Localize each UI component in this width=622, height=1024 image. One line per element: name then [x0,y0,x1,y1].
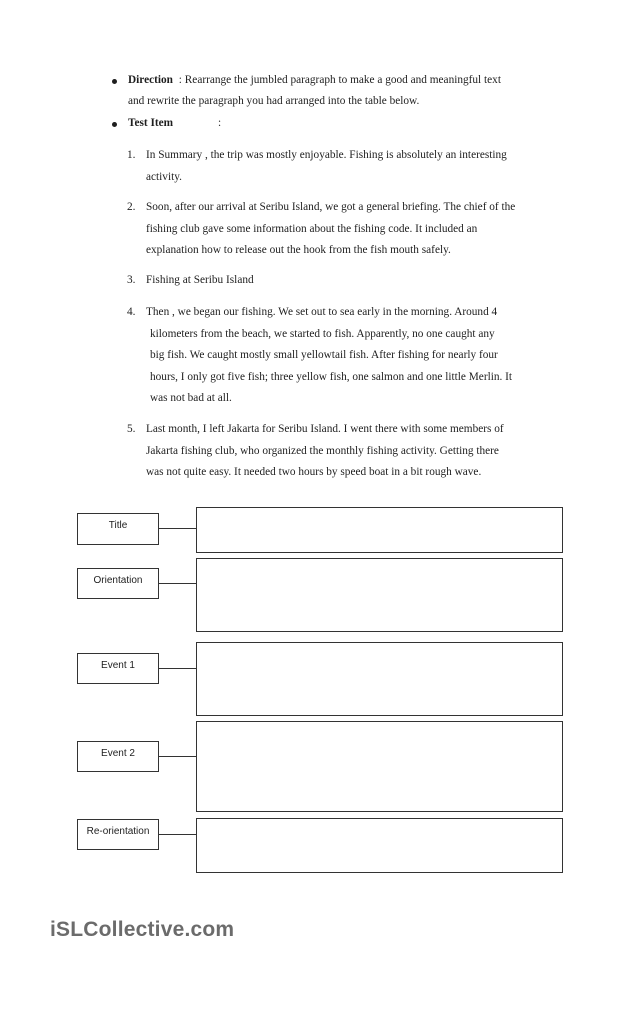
label-orientation [77,568,159,599]
answer-box-title[interactable] [196,507,563,553]
label-event-2 [77,741,159,772]
direction-line2: and rewrite the paragraph you had arranged into the table below. [128,95,420,107]
test-item-label: Test Item [128,117,174,129]
connector-orientation [159,583,197,584]
item-line: big fish. We caught mostly small yellowtail fish. After fishing for nearly four [150,349,498,361]
connector-title [159,528,197,529]
bullet-test-item [112,122,117,127]
label-title-text: Title [108,520,128,531]
label-re-orientation [77,819,159,850]
item-line: Soon, after our arrival at Seribu Island, we got a general briefing. The chief of the [146,201,516,213]
item-number: 2. [127,201,136,213]
label-event-1-text: Event 1 [101,660,135,671]
watermark-logo: iSLCollective.com [50,918,235,941]
direction-separator: : [178,74,182,86]
direction-line1 [128,70,501,92]
direction-text-1: Rearrange the jumbled paragraph to make a good and meaningful text [184,74,501,86]
item-line: Then , we began our fishing. We set out to sea early in the morning. Around 4 [146,306,498,318]
item-number: 4. [127,306,136,318]
item-line: explanation how to release out the hook from the fish mouth safely. [146,244,451,256]
connector-re-orientation [159,834,197,835]
label-orientation-text: Orientation [93,575,143,586]
connector-event-1 [159,668,197,669]
item-line: Last month, I left Jakarta for Seribu Island. I went there with some members of [146,423,504,435]
answer-box-event-2[interactable] [196,721,563,812]
label-event-1 [77,653,159,684]
connector-event-2 [159,756,197,757]
item-line: Jakarta fishing club, who organized the monthly fishing activity. Getting there [146,444,499,457]
item-line: In Summary , the trip was mostly enjoyable. Fishing is absolutely an interesting [146,149,507,161]
label-event-2-text: Event 2 [101,748,135,759]
answer-box-orientation[interactable] [196,558,563,632]
answer-box-re-orientation[interactable] [196,818,563,873]
item-line: fishing club gave some information about the fishing code. It included an [146,222,478,235]
item-number: 3. [127,274,136,286]
direction-label: Direction [128,74,173,86]
answer-box-event-1[interactable] [196,642,563,716]
item-line: kilometers from the beach, we started to fish. Apparently, no one caught any [150,327,495,340]
item-number: 5. [127,423,136,435]
item-line: activity. [146,170,182,183]
item-line: hours, I only got five fish; three yellow fish, one salmon and one little Merlin. It [150,370,513,383]
item-line: was not bad at all. [150,392,232,404]
label-title [77,513,159,545]
item-line: Fishing at Seribu Island [146,274,254,286]
bullet-direction [112,79,117,84]
label-re-orientation-text: Re-orientation [86,826,150,837]
test-item-separator: : [218,117,222,129]
item-number: 1. [127,149,136,161]
item-line: was not quite easy. It needed two hours by speed boat in a bit rough wave. [146,466,482,478]
